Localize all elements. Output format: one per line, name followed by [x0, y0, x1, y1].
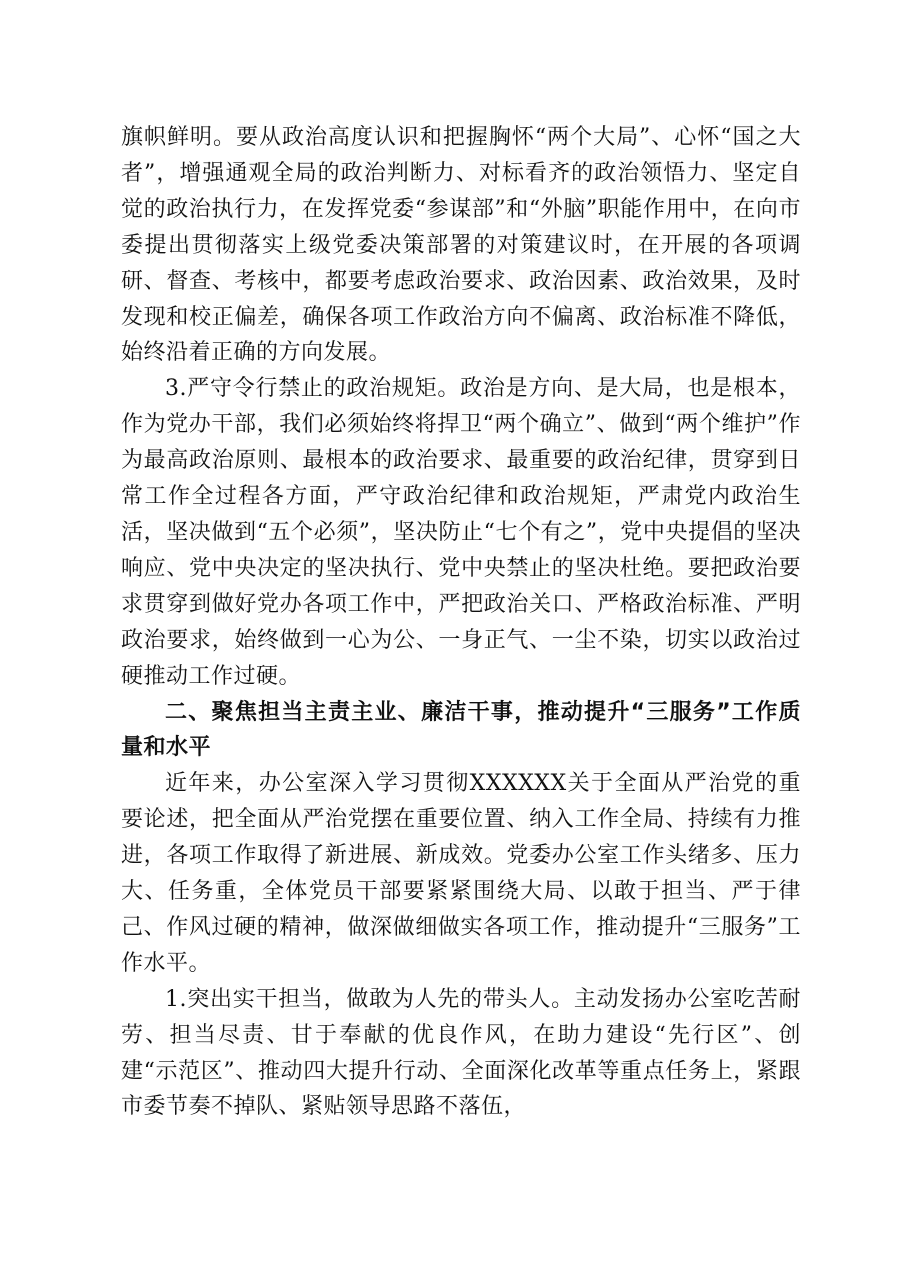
document-body: [121, 120, 801, 1125]
paragraph-political-rules: 3.严守令行禁止的政治规矩。政治是方向、是大局，也是根本，作为党办干部，我们必须始终将捍卫“两个确立”、做到“两个维护”作为最高政治原则、最根本的政治要求、最重要的政治纪律，贯穿到日常工作全过程各方面，严守政治纪律和政治规矩，严肃党内政治生活，坚决做到“五个必须”，坚决防止“七个有之”，党中央提倡的坚决响应、党中央决定的坚决执行、党中央禁止的坚决杜绝。要把政治要求贯穿到做好党办各项工作中，严把政治关口、严格政治标准、严明政治要求，始终做到一心为公、一身正气、一尘不染，切实以政治过硬推动工作过硬。: [121, 376, 801, 689]
paragraph-point-one: 1.突出实干担当，做敢为人先的带头人。主动发扬办公室吃苦耐劳、担当尽责、甘于奉献的优良作风，在助力建设“先行区”、创建“示范区”、推动四大提升行动、全面深化改革等重点任务上，紧跟市委节奏不掉队、紧贴领导思路不落伍，: [121, 986, 801, 1120]
paragraph-continuation: 旗帜鲜明。要从政治高度认识和把握胸怀“两个大局”、心怀“国之大者”，增强通观全局的政治判断力、对标看齐的政治领悟力、坚定自觉的政治执行力，在发挥党委“参谋部”和“外脑”职能作用中，在向市委提出贯彻落实上级党委决策部署的对策建议时，在开展的各项调研、督查、考核中，都要考虑政治要求、政治因素、政治效果，及时发现和校正偏差，确保各项工作政治方向不偏离、政治标准不降低，始终沿着正确的方向发展。: [121, 125, 801, 366]
section-heading-two: 二、聚焦担当主责主业、廉洁干事，推动提升“三服务”工作质量和水平: [121, 699, 801, 761]
paragraph-section-intro: 近年来，办公室深入学习贯彻XXXXXX关于全面从严治党的重要论述，把全面从严治党摆在重要位置、纳入工作全局、持续有力推进，各项工作取得了新进展、新成效。党委办公室工作头绪多、压力大、任务重，全体党员干部要紧紧围绕大局、以敢于担当、严于律己、作风过硬的精神，做深做细做实各项工作，推动提升“三服务”工作水平。: [121, 771, 801, 976]
